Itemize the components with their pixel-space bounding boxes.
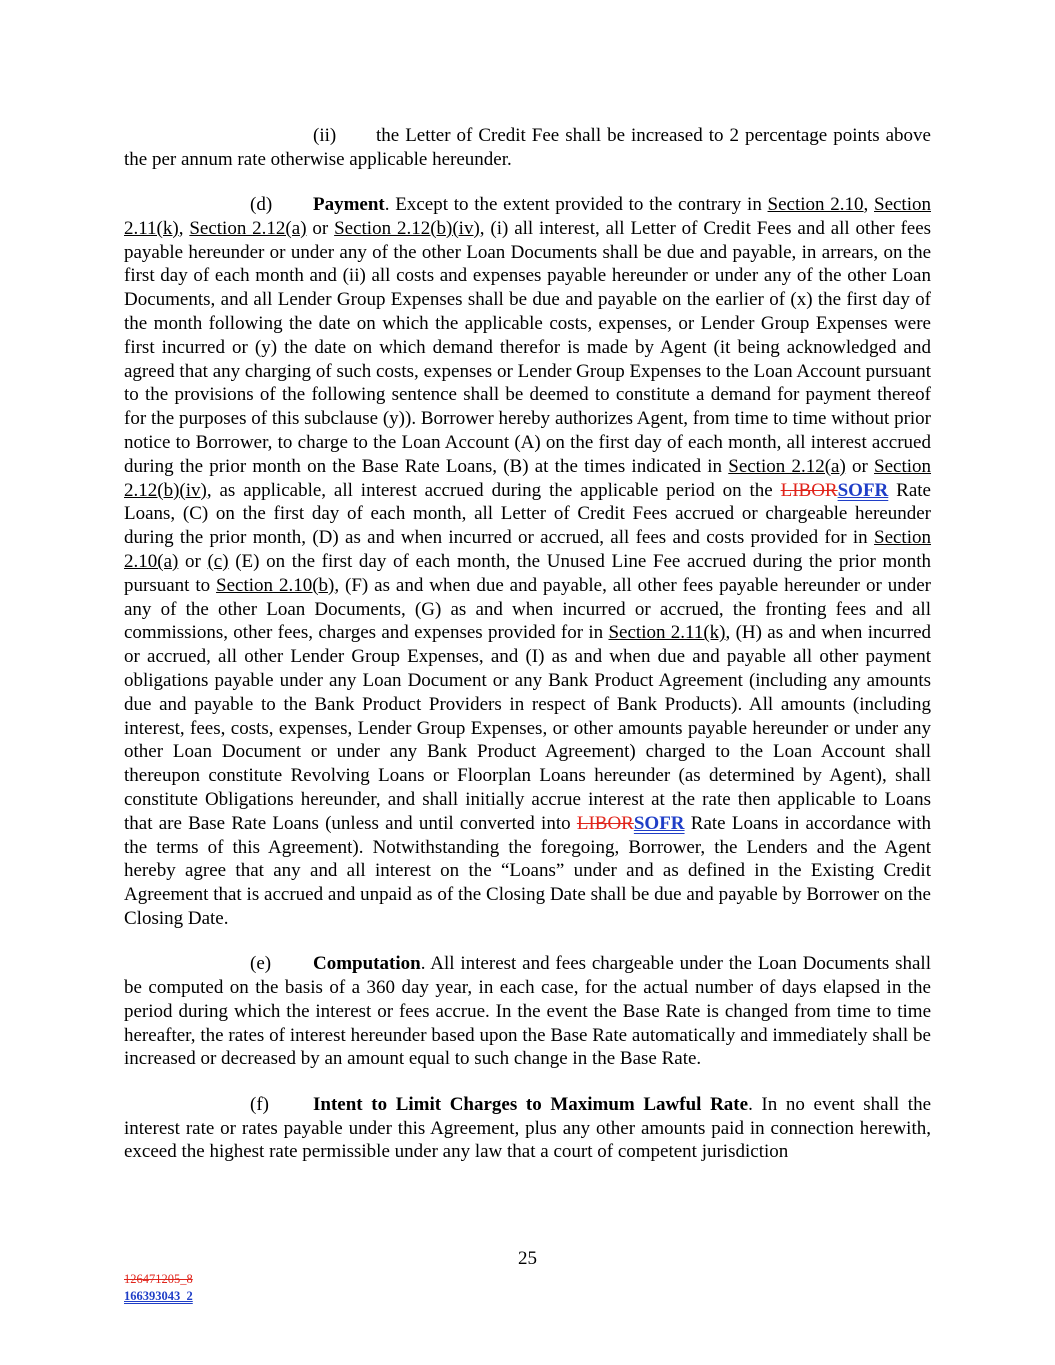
deleted-text: LIBOR [780,479,838,501]
clause-label: (f) [250,1093,269,1115]
section-reference: Section 2.10(b) [216,574,335,596]
section-reference: Section 2.12(a) [728,455,846,477]
clause-text: Rate Loans, (C) on the first day of each month, all Letter of Credit Fees accrued or chargeable hereunder during the prior month, (D) as and when incurred or accrued, all fees and costs provided for in [124,479,931,549]
inserted-text: SOFR [633,812,685,834]
page-number: 25 [518,1248,537,1269]
section-reference: Section 2.11(k) [124,194,931,239]
clause-text: , [178,217,190,239]
section-reference: Section 2.12(b)(iv) [334,217,480,239]
clause-d-payment [124,193,931,931]
clause-label: (d) [250,194,273,216]
section-reference: Section 2.10(a) [124,527,931,573]
clause-text: or [178,551,208,573]
document-page [124,124,931,1164]
clause-ii [124,124,931,172]
section-reference: Section 2.12(a) [189,217,307,239]
clause-text: . In no event shall the interest rate or rates payable under this Agreement, plus any other amounts paid in connection herewith, exceed the highest rate permissible under any law that a court of competent jurisdiction [124,1093,931,1163]
clause-e-computation [124,952,931,1071]
clause-text: , [863,194,874,216]
clause-text: . All interest and fees chargeable under the Loan Documents shall be computed on the basis of a 360 day year, in each case, for the actual number of days elapsed in the period during which the interest or fees accrue. In the event the Base Rate is changed from time to time hereafter, the rates of interest hereunder based upon the Base Rate automatically and immediately shall be increased or decreased by an amount equal to such change in the Base Rate. [124,953,931,1070]
clause-text: or [845,455,875,477]
clause-label: (ii) [313,125,337,146]
section-reference: Section 2.11(k) [608,622,726,644]
clause-text: , (H) as and when incurred or accrued, all other Lender Group Expenses, and (I) as and when due and payable all other payment obligations payable under any Loan Document or any Bank Product Agreement (including any amounts due and payable to the Bank Product Providers in respect of Bank Products). All amounts (including interest, fees, costs, expenses, Lender Group Expenses, or other amounts payable hereunder or under any other Loan Document or under any Bank Product Agreement) charged to the Loan Account shall thereupon constitute Revolving Loans or Floorplan Loans hereunder (as determined by Agent), shall constitute Obligations hereunder, and shall initially accrue interest at the rate then applicable to Loans that are Base Rate Loans (unless and until converted into [124,622,931,834]
clause-heading: Payment [313,194,385,216]
doc-id-new: 166393043_2 [124,1289,193,1303]
deleted-text: LIBOR [576,812,634,834]
clause-text: or [306,217,335,239]
section-reference: Section 2.10 [767,194,864,216]
clause-text: , (i) all interest, all Letter of Credit Fees and all other fees payable hereunder or under any of the other Loan Documents shall be due and payable, in arrears, on the first day of each month and (ii) all costs and expenses payable hereunder or under any of the other Loan Documents, and all Lender Group Expenses shall be due and payable on the earlier of (x) the first day of the month following the date on which the applicable costs, expenses, or Lender Group Expenses were first incurred or (y) the date on which demand therefor is made by Agent (it being acknowledged and agreed that any charging of such costs, expenses or Lender Group Expenses to the Loan Account pursuant to the provisions of the following sentence shall be deemed to constitute a demand for payment thereof for the purposes of this subclause (y)). Borrower hereby authorizes Agent, from time to time without prior notice to Borrower, to charge to the Loan Account (A) on the first day of each month, all interest accrued during the prior month on the Base Rate Loans, (B) at the times indicated in [124,217,932,477]
clause-text: (E) on the first day of each month, the Unused Line Fee accrued during the prior month pursuant to [124,551,932,596]
doc-id-old: 126471205_8 [124,1272,193,1286]
section-reference: Section 2.12(b)(iv) [124,455,932,501]
clause-text: , as applicable, all interest accrued during the applicable period on the [206,479,781,501]
clause-text: Rate Loans in accordance with the terms of this Agreement). Notwithstanding the foregoing, Borrower, the Lenders and the Agent hereby agree that any and all interest on the “Loans” under and as defined in the Existing Credit Agreement that is accrued and unpaid as of the Closing Date shall be due and payable by Borrower on the Closing Date. [124,812,931,929]
inserted-text: SOFR [837,479,889,501]
clause-f-intent-to-limit [124,1093,931,1164]
clause-label: (e) [250,953,272,975]
clause-text: . Except to the extent provided to the contrary in [384,194,768,216]
clause-text: the Letter of Credit Fee shall be increased to 2 percentage points above the per annum rate otherwise applicable hereunder. [124,125,931,170]
clause-text: , (F) as and when due and payable, all other fees payable hereunder or under any of the other Loan Documents, (G) as and when incurred or accrued, the fronting fees and all commissions, other fees, charges and expenses provided for in [124,574,931,644]
clause-heading: Computation [313,953,421,975]
clause-heading: Intent to Limit Charges to Maximum Lawful Rate [313,1093,749,1115]
section-reference: (c) [207,551,229,573]
